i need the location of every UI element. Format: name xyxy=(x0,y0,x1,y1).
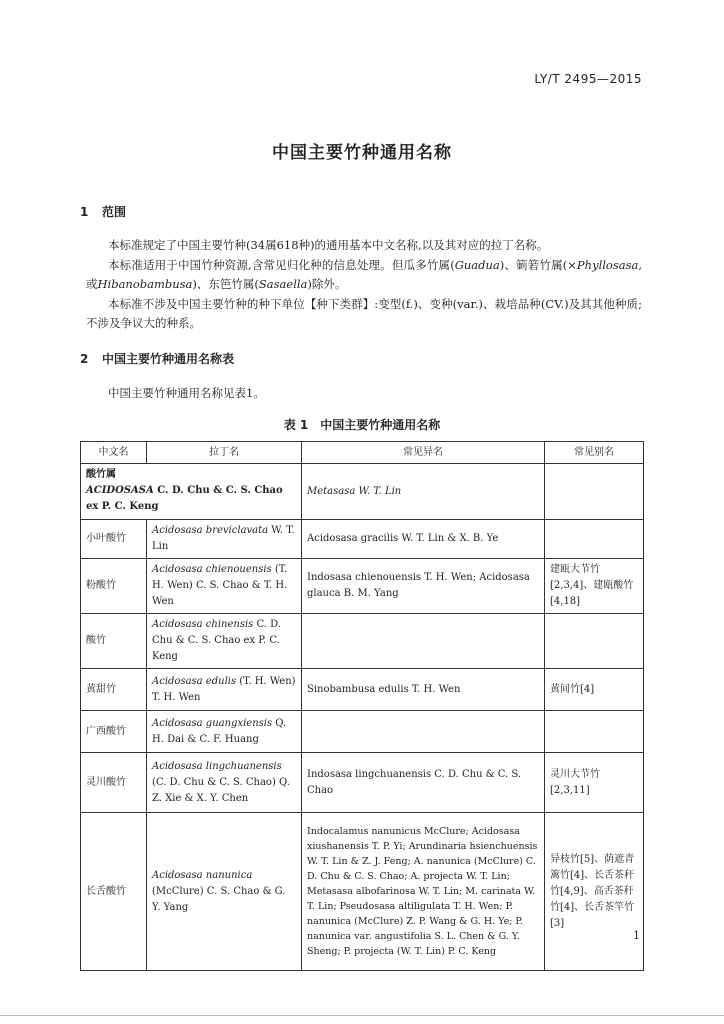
latin-genus: Guadua xyxy=(454,258,500,272)
text-run: ,或 xyxy=(86,258,643,291)
text-run: 本标准适用于中国竹种资源,含常见归化种的信息处理。但瓜多竹属( xyxy=(108,258,455,272)
cell-latin-name xyxy=(147,711,302,753)
cell-latin-name xyxy=(147,520,302,559)
cell-alias xyxy=(545,711,644,753)
cell-alias: 建瓯大节竹[2,3,4]、建瓯酸竹[4,18] xyxy=(545,559,644,614)
latin-genus: Phyllosasa xyxy=(576,258,639,272)
genus-synonym xyxy=(302,464,545,520)
table-caption: 表 1 中国主要竹种通用名称 xyxy=(283,418,441,432)
cell-synonym: Indosasa lingchuanensis C. D. Chu & C. S. Chao xyxy=(302,753,545,813)
table-row xyxy=(81,669,644,711)
latin-genus: Hibanobambusa xyxy=(97,277,193,291)
scope-paragraph-1: 本标准规定了中国主要竹种(34属618种)的通用基本中文名称,以及其对应的拉丁名称。 xyxy=(108,238,549,252)
table-row xyxy=(81,753,644,813)
genus-latin: ACIDOSASA xyxy=(86,485,154,496)
latin-species: Acidosasa edulis xyxy=(152,675,237,687)
cell-alias xyxy=(545,520,644,559)
genus-latin-name xyxy=(86,483,296,515)
genus-row xyxy=(81,464,644,520)
genus-author: C. D. Chu & C. S. Chao ex P. C. Keng xyxy=(86,485,283,512)
cell-latin-name xyxy=(147,669,302,711)
cell-synonym: Indosasa chienouensis T. H. Wen; Acidosasa glauca B. M. Yang xyxy=(302,559,545,614)
latin-species: Acidosasa breviclavata xyxy=(152,525,269,536)
cell-chinese-name: 黄甜竹 xyxy=(81,669,147,711)
genus-alias xyxy=(545,464,644,520)
latin-author: (C. D. Chu & C. S. Chao) Q. Z. Xie & X. Y. Chen xyxy=(152,776,290,804)
latin-author: (T. H. Wen) C. S. Chao & T. H. Wen xyxy=(152,564,288,607)
text-run: )、东笆竹属( xyxy=(192,277,259,291)
cell-alias: 黄间竹[4] xyxy=(545,669,644,711)
page-number: 1 xyxy=(633,929,640,942)
section-number: 1 xyxy=(80,205,89,219)
header-synonym: 常见异名 xyxy=(302,442,545,464)
cell-chinese-name: 广西酸竹 xyxy=(81,711,147,753)
section-2-paragraph: 中国主要竹种通用名称见表1。 xyxy=(108,386,265,400)
cell-chinese-name: 粉酸竹 xyxy=(81,559,147,614)
genus-chinese-name: 酸竹属 xyxy=(86,469,116,480)
page-bottom-rule xyxy=(0,1015,724,1016)
latin-author: C. D. Chu & C. S. Chao ex P. C. Keng xyxy=(152,619,281,662)
cell-chinese-name: 酸竹 xyxy=(81,614,147,669)
scope-paragraph-3: 本标准不涉及中国主要竹种的种下单位【种下类群】:变型(f.)、变种(var.)、栽培品种(CV.)及其其他种质;不涉及争议大的种系。 xyxy=(86,297,642,330)
cell-alias: 灵川大节竹[2,3,11] xyxy=(545,753,644,813)
cell-synonym: Acidosasa gracilis W. T. Lin & X. B. Ye xyxy=(302,520,545,559)
latin-author: W. T. Lin xyxy=(152,525,295,552)
cell-chinese-name: 长舌酸竹 xyxy=(81,813,147,971)
cell-alias: 异枝竹[5]、荫遮青篱竹[4]、长舌茶秆竹[4,9]、高舌茶秆竹[4]、长舌茶竿竹[3] xyxy=(545,813,644,971)
latin-species: Acidosasa nanunica xyxy=(152,869,253,881)
table-row xyxy=(81,614,644,669)
cell-latin-name xyxy=(147,614,302,669)
latin-author: (McClure) C. S. Chao & G. Y. Yang xyxy=(152,885,286,913)
table-row xyxy=(81,711,644,753)
scope-paragraph-2 xyxy=(86,256,642,294)
text-run: )除外。 xyxy=(307,277,347,291)
section-1-heading xyxy=(80,203,126,220)
cell-synonym: Sinobambusa edulis T. H. Wen xyxy=(302,669,545,711)
cell-latin-name xyxy=(147,753,302,813)
standard-code: LY/T 2495—2015 xyxy=(534,72,642,86)
section-title: 范围 xyxy=(102,205,127,219)
cell-synonym xyxy=(302,711,545,753)
section-number: 2 xyxy=(80,352,89,366)
table-row xyxy=(81,559,644,614)
table-row xyxy=(81,813,644,971)
cell-chinese-name: 小叶酸竹 xyxy=(81,520,147,559)
latin-species: Acidosasa guangxiensis xyxy=(152,717,273,729)
latin-species: Acidosasa lingchuanensis xyxy=(152,760,282,772)
cell-chinese-name: 灵川酸竹 xyxy=(81,753,147,813)
cell-synonym xyxy=(302,614,545,669)
header-chinese-name: 中文名 xyxy=(81,442,147,464)
latin-author: Q. H. Dai & C. F. Huang xyxy=(152,717,287,745)
section-2-heading xyxy=(80,350,234,367)
bamboo-names-table xyxy=(80,441,644,971)
latin-author: (T. H. Wen) T. H. Wen xyxy=(152,675,296,703)
header-alias: 常见别名 xyxy=(545,442,644,464)
table-row xyxy=(81,520,644,559)
cell-alias xyxy=(545,614,644,669)
cell-latin-name xyxy=(147,559,302,614)
latin-species: Acidosasa chienouensis xyxy=(152,564,272,575)
cell-synonym: Indocalamus nanunicus McClure; Acidosasa xiushanensis T. P. Yi; Arundinaria hsienchuensis W. T. Lin & Z. J. Feng; A. nanunica (McClure) C. D. Chu & C. S. Chao; A. projecta W. T. Lin; Metasasa albofarinosa W. T. Lin; M. carinata W. T. Lin; Pseudosasa altiligulata T. H. Wen; P. nanunica (McClure) Z. P. Wang & G. H. Ye; P. nanunica var. angustifolia S. L. Chen & G. Y. Sheng; P. projecta (W. T. Lin) P. C. Keng xyxy=(302,813,545,971)
document-title: 中国主要竹种通用名称 xyxy=(272,143,452,163)
cell-latin-name xyxy=(147,813,302,971)
synonym-text: Metasasa W. T. Lin xyxy=(307,485,402,497)
text-run: )、箣箬竹属(× xyxy=(499,258,577,272)
latin-genus: Sasaella xyxy=(258,277,308,291)
header-latin-name: 拉丁名 xyxy=(147,442,302,464)
genus-cell xyxy=(81,464,302,520)
latin-species: Acidosasa chinensis xyxy=(152,619,254,630)
table-header-row xyxy=(81,442,644,464)
section-title: 中国主要竹种通用名称表 xyxy=(102,352,235,366)
